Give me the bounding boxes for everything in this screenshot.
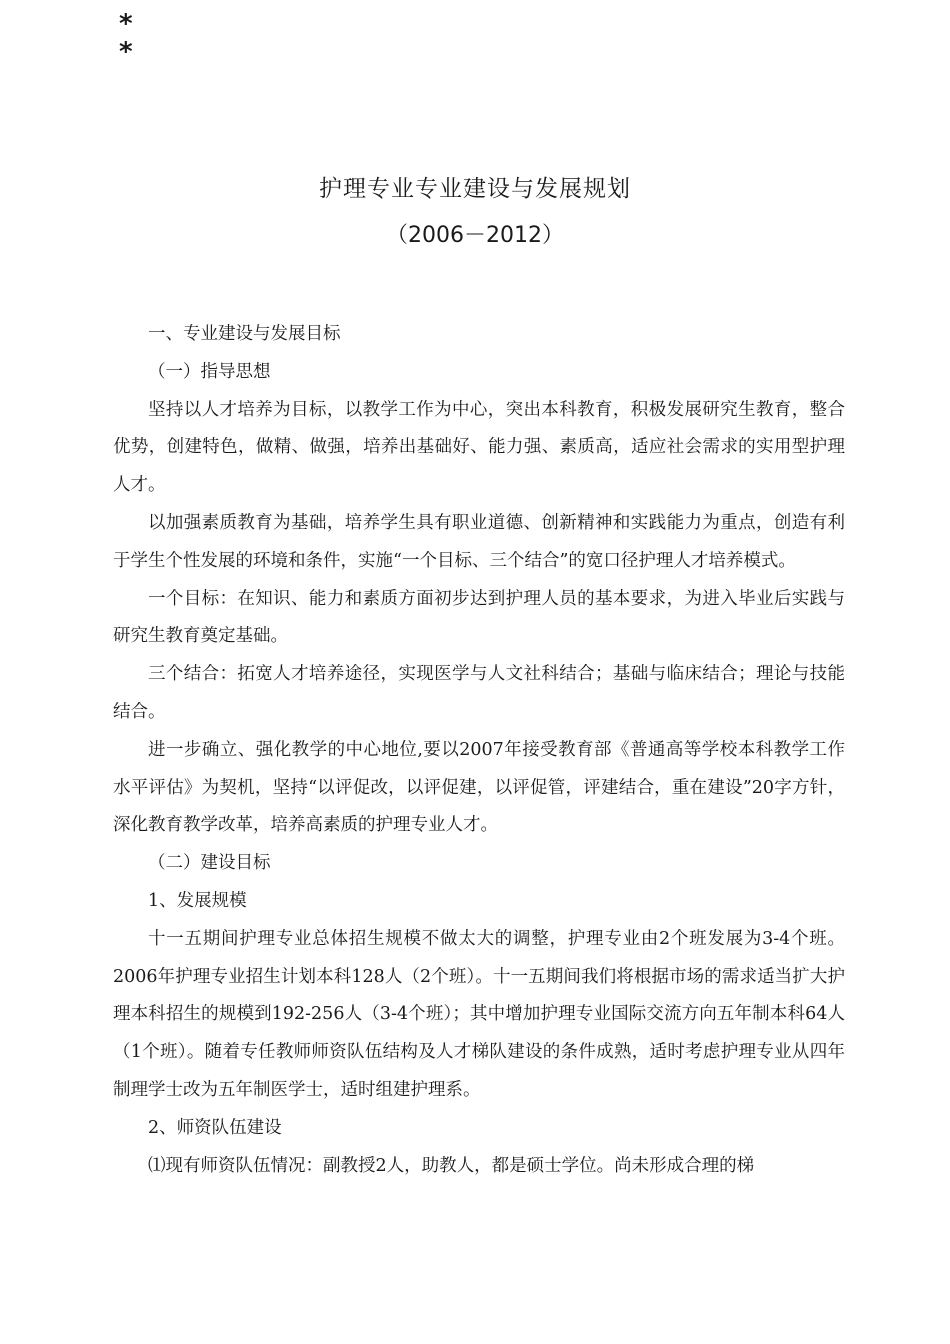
subsection-heading: 1、发展规模 <box>148 890 247 911</box>
document-title: 护理专业专业建设与发展规划 <box>319 176 631 202</box>
body-paragraph: 坚持以人才培养为目标，以教学工作为中心，突出本科教育，积极发展研究生教育，整合优势，创建特色，做精、做强，培养出基础好、能力强、素质高，适应社会需求的实用型护理人才。 <box>113 399 845 496</box>
body-paragraph: 一个目标：在知识、能力和素质方面初步达到护理人员的基本要求，为进入毕业后实践与研究生教育奠定基础。 <box>113 588 845 647</box>
body-paragraph: 三个结合：拓宽人才培养途径，实现医学与人文社科结合；基础与临床结合；理论与技能结合。 <box>113 664 845 722</box>
subsection-heading: 2、师资队伍建设 <box>148 1117 282 1138</box>
asterisk-marker: * <box>119 37 133 67</box>
subsection-heading: （一）指导思想 <box>148 361 271 382</box>
asterisk-markers <box>119 10 133 66</box>
subsection-heading: （二）建设目标 <box>148 853 271 874</box>
body-paragraph: 以加强素质教育为基础，培养学生具有职业道德、创新精神和实践能力为重点，创造有利于学生个性发展的环境和条件，实施“一个目标、三个结合”的宽口径护理人才培养模式。 <box>113 512 845 571</box>
body-paragraph: 进一步确立、强化教学的中心地位,要以2007年接受教育部《普通高等学校本科教学工作水平评估》为契机，坚持“以评促改，以评促建，以评促管，评建结合，重在建设”20字方针，深化教育教学改革，培养高素质的护理专业人才。 <box>113 739 845 836</box>
body-paragraph: ⑴现有师资队伍情况：副教授2人，助教人，都是硕士学位。尚未形成合理的梯 <box>148 1155 755 1176</box>
document-subtitle: （2006－2012） <box>386 223 564 248</box>
asterisk-marker: * <box>119 9 133 39</box>
body-paragraph: 十一五期间护理专业总体招生规模不做太大的调整，护理专业由2个班发展为3-4个班。2006年护理专业招生计划本科128人（2个班）。十一五期间我们将根据市场的需求适当扩大护理本科招生的规模到192-256人（3-4个班）；其中增加护理专业国际交流方向五年制本科64人（1个班）。随着专任教师师资队伍结构及人才梯队建设的条件成熟，适时考虑护理专业从四年制理学士改为五年制医学士，适时组建护理系。 <box>113 928 845 1100</box>
document-body <box>113 316 845 1185</box>
section-heading: 一、专业建设与发展目标 <box>148 324 341 344</box>
